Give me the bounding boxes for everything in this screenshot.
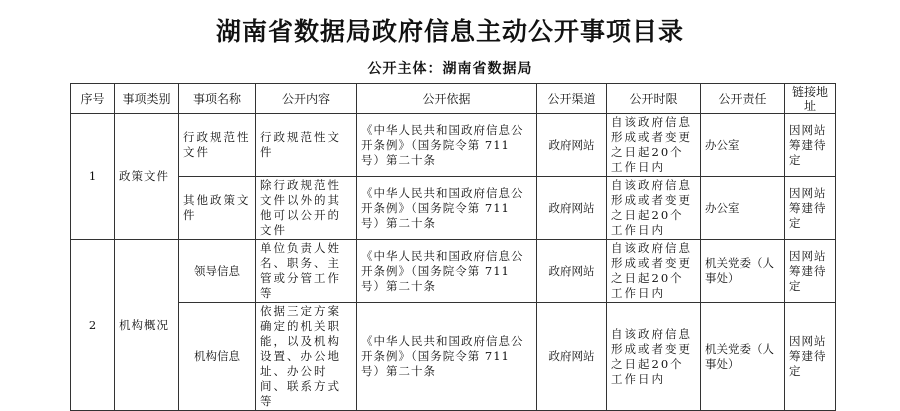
page-title: 湖南省数据局政府信息主动公开事项目录 [215, 17, 684, 46]
item-channel: 政府网站 [537, 240, 607, 303]
item-deadline: 自该政府信息形成或者变更之日起20个工作日内 [607, 177, 701, 240]
col-header-responsibility: 公开责任 [701, 84, 785, 114]
table-row [71, 177, 836, 240]
publisher-subtitle: 公开主体：湖南省数据局 [367, 61, 533, 77]
item-content: 行政规范性文件 [256, 114, 357, 177]
group-number: 2 [71, 240, 115, 411]
item-link: 因网站筹建待定 [785, 114, 836, 177]
item-basis: 《中华人民共和国政府信息公开条例》（国务院令第 711 号）第二十条 [357, 303, 537, 411]
table-row [71, 303, 836, 411]
group-category: 机构概况 [115, 240, 179, 411]
item-basis: 《中华人民共和国政府信息公开条例》（国务院令第 711 号）第二十条 [357, 177, 537, 240]
table-row [71, 240, 836, 303]
item-name: 行政规范性文件 [179, 114, 256, 177]
group-category: 政策文件 [115, 114, 179, 240]
item-content: 单位负责人姓名、职务、主管或分管工作等 [256, 240, 357, 303]
item-deadline: 自该政府信息形成或者变更之日起20个工作日内 [607, 240, 701, 303]
group-number: 1 [71, 114, 115, 240]
item-basis: 《中华人民共和国政府信息公开条例》（国务院令第 711 号）第二十条 [357, 240, 537, 303]
item-channel: 政府网站 [537, 303, 607, 411]
item-responsibility: 机关党委（人事处） [701, 240, 785, 303]
table-header-row [71, 84, 836, 114]
item-link: 因网站筹建待定 [785, 303, 836, 411]
item-name: 领导信息 [179, 240, 256, 303]
col-header-category: 事项类别 [115, 84, 179, 114]
col-header-basis: 公开依据 [357, 84, 537, 114]
col-header-content: 公开内容 [256, 84, 357, 114]
disclosure-catalog-table [70, 83, 836, 411]
item-channel: 政府网站 [537, 114, 607, 177]
col-header-deadline: 公开时限 [607, 84, 701, 114]
col-header-channel: 公开渠道 [537, 84, 607, 114]
item-responsibility: 办公室 [701, 177, 785, 240]
col-header-link: 链接地址 [785, 84, 836, 114]
col-header-name: 事项名称 [179, 84, 256, 114]
item-link: 因网站筹建待定 [785, 240, 836, 303]
item-deadline: 自该政府信息形成或者变更之日起20个工作日内 [607, 114, 701, 177]
table-row [71, 114, 836, 177]
item-channel: 政府网站 [537, 177, 607, 240]
item-name: 其他政策文件 [179, 177, 256, 240]
item-link: 因网站筹建待定 [785, 177, 836, 240]
item-responsibility: 机关党委（人事处） [701, 303, 785, 411]
item-content: 除行政规范性文件以外的其他可以公开的文件 [256, 177, 357, 240]
item-responsibility: 办公室 [701, 114, 785, 177]
item-deadline: 自该政府信息形成或者变更之日起20个工作日内 [607, 303, 701, 411]
col-header-no: 序号 [71, 84, 115, 114]
item-name: 机构信息 [179, 303, 256, 411]
item-basis: 《中华人民共和国政府信息公开条例》（国务院令第 711 号）第二十条 [357, 114, 537, 177]
item-content: 依据三定方案确定的机关职能，以及机构设置、办公地址、办公时间、联系方式等 [256, 303, 357, 411]
